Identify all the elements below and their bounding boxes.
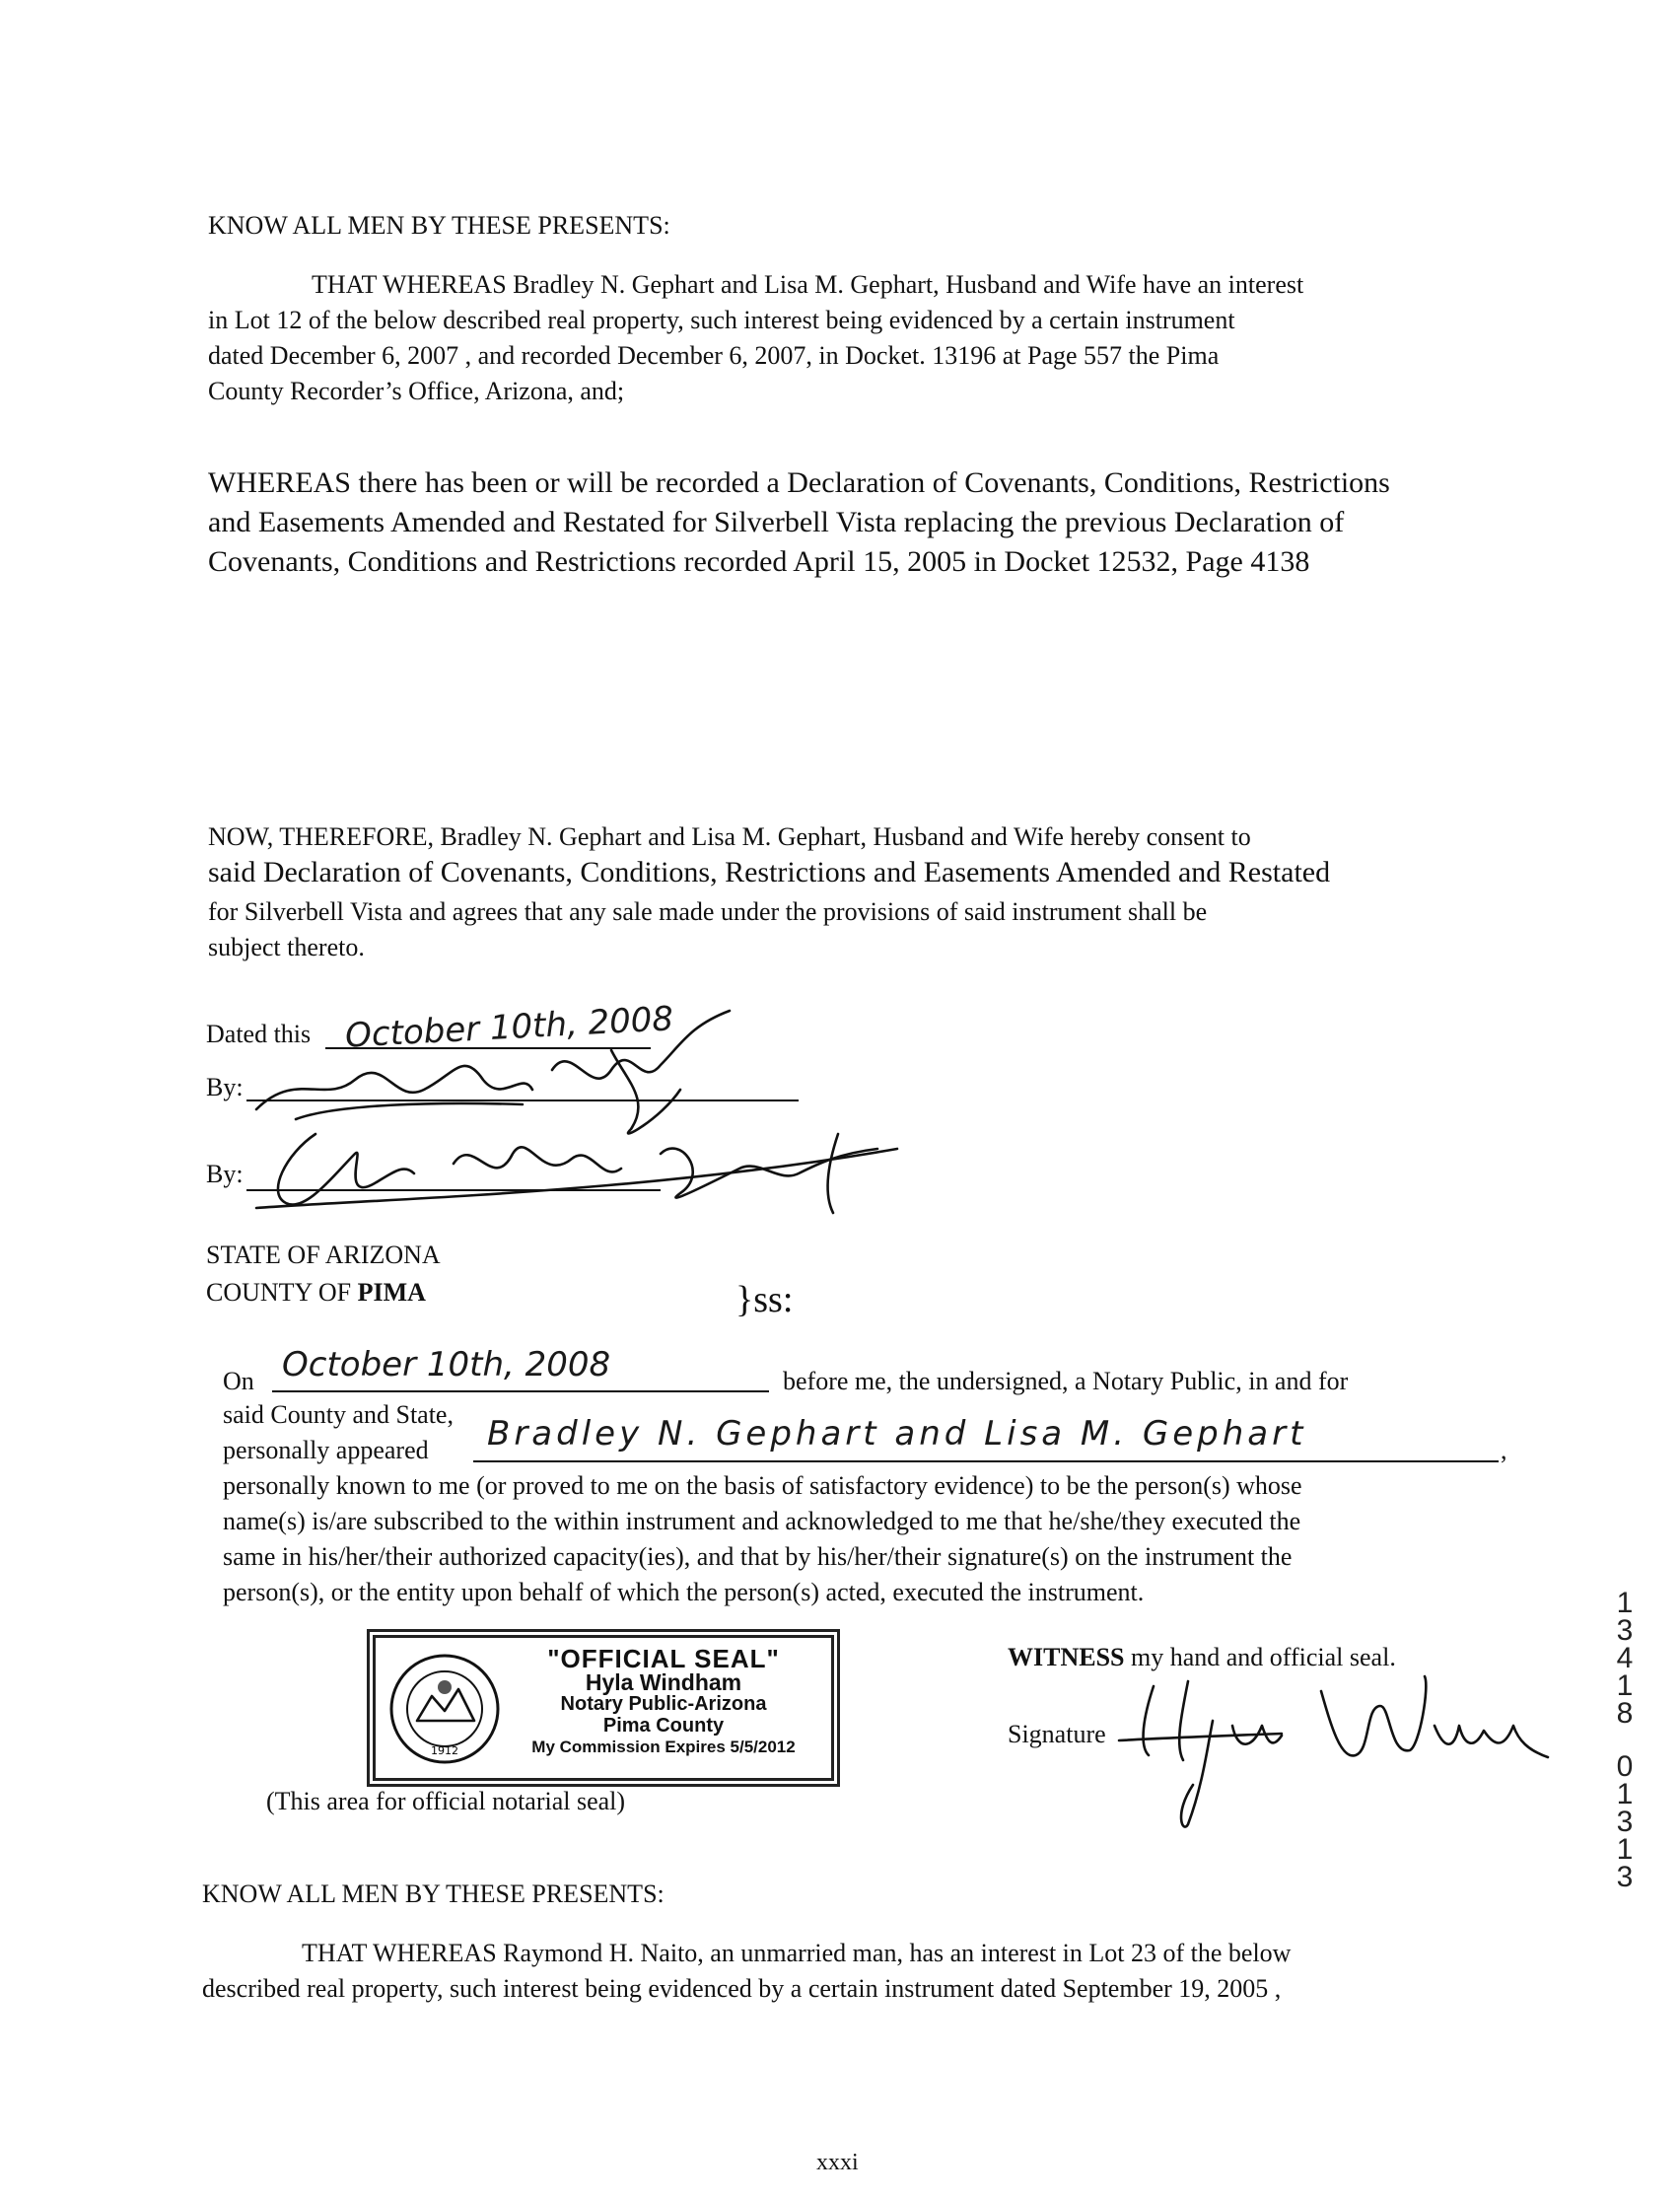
- now-line-3: for Silverbell Vista and agrees that any sale made under the provisions of said instrument shall be: [208, 897, 1208, 926]
- section2-heading: KNOW ALL MEN BY THESE PRESENTS:: [202, 1880, 665, 1908]
- margin-digit: 8: [1616, 1697, 1634, 1730]
- margin-digit: 3: [1616, 1861, 1634, 1893]
- seal-county: Pima County: [602, 1715, 725, 1737]
- whereas1-line-2: in Lot 12 of the below described real property, such interest being evidenced by a certain instrument: [208, 306, 1235, 334]
- notary-body-line-3: same in his/her/their authorized capacity(ies), and that by his/her/their signature(s) on the instrument the: [223, 1542, 1293, 1571]
- witness-rest: my hand and official seal.: [1124, 1643, 1396, 1671]
- page-number: xxxi: [816, 2150, 859, 2175]
- ss-marker: }ss:: [735, 1279, 794, 1320]
- whereas1-line-3: dated December 6, 2007 , and recorded December 6, 2007, in Docket. 13196 at Page 557 the Pima: [208, 341, 1220, 370]
- witness-bold: WITNESS: [1008, 1643, 1125, 1671]
- margin-record-number: [1605, 1587, 1645, 1893]
- county-prefix: COUNTY OF: [206, 1278, 358, 1307]
- dated-label: Dated this: [206, 1020, 312, 1048]
- on-date-underline: [272, 1390, 769, 1392]
- seal-year: 1912: [431, 1744, 458, 1757]
- margin-digit: 3: [1616, 1806, 1634, 1838]
- now-line-4: subject thereto.: [208, 933, 365, 961]
- appeared-names-handwritten: Bradley N. Gephart and Lisa M. Gephart: [487, 1414, 1307, 1454]
- section2-whereas-line-1: THAT WHEREAS Raymond H. Naito, an unmarried man, has an interest in Lot 23 of the below: [302, 1939, 1292, 1967]
- said-line: said County and State,: [223, 1400, 454, 1429]
- seal-name: Hyla Windham: [585, 1669, 742, 1695]
- notary-body-line-4: person(s), or the entity upon behalf of which the person(s) acted, executed the instrument.: [223, 1578, 1145, 1606]
- margin-digit: 1: [1616, 1669, 1634, 1702]
- section1-heading: KNOW ALL MEN BY THESE PRESENTS:: [208, 211, 670, 240]
- county-line: [206, 1274, 426, 1311]
- notary-body-line-1: personally known to me (or proved to me on the basis of satisfactory evidence) to be the person(s) whose: [223, 1471, 1302, 1500]
- seal-role: Notary Public-Arizona: [560, 1693, 767, 1715]
- by-label-1: By:: [206, 1073, 244, 1101]
- appeared-end: ,: [1501, 1436, 1507, 1464]
- section2-whereas-line-2: described real property, such interest being evidenced by a certain instrument dated September 19, 2005 ,: [202, 1974, 1282, 2003]
- margin-digit: 1: [1616, 1587, 1634, 1619]
- now-line-2: said Declaration of Covenants, Conditions, Restrictions and Easements Amended and Restated: [208, 856, 1331, 888]
- whereas1-line-4: County Recorder’s Office, Arizona, and;: [208, 377, 625, 405]
- appeared-label: personally appeared: [223, 1436, 429, 1464]
- appeared-underline: [473, 1460, 1499, 1462]
- margin-digit: 1: [1616, 1778, 1634, 1810]
- before-text: before me, the undersigned, a Notary Public, in and for: [783, 1367, 1349, 1395]
- state-line: STATE OF ARIZONA: [206, 1241, 441, 1269]
- now-line-1: NOW, THEREFORE, Bradley N. Gephart and Lisa M. Gephart, Husband and Wife hereby consent to: [208, 822, 1251, 851]
- on-date-handwritten: October 10th, 2008: [282, 1345, 611, 1384]
- on-label: On: [223, 1367, 254, 1395]
- margin-digit: 3: [1616, 1614, 1634, 1647]
- by-label-2: By:: [206, 1160, 244, 1188]
- county-name: PIMA: [357, 1278, 426, 1307]
- seal-expires: My Commission Expires 5/5/2012: [531, 1738, 796, 1756]
- whereas2-line-3: Covenants, Conditions and Restrictions recorded April 15, 2005 in Docket 12532, Page 4138: [208, 545, 1310, 578]
- notary-body-line-2: name(s) is/are subscribed to the within instrument and acknowledged to me that he/she/they executed the: [223, 1507, 1301, 1535]
- signature-label: Signature: [1008, 1720, 1106, 1748]
- arizona-state-seal-icon: [387, 1652, 502, 1766]
- official-seal-stamp: [367, 1629, 840, 1787]
- margin-digit: 1: [1616, 1833, 1634, 1866]
- dated-handwritten: October 10th, 2008: [344, 999, 674, 1056]
- whereas2-line-1: WHEREAS there has been or will be recorded a Declaration of Covenants, Conditions, Restrictions: [208, 466, 1390, 499]
- seal-area-caption: (This area for official notarial seal): [266, 1787, 626, 1815]
- margin-digit: 4: [1616, 1642, 1634, 1674]
- whereas2-line-2: and Easements Amended and Restated for Silverbell Vista replacing the previous Declaration of: [208, 506, 1345, 538]
- signature-lisa: [246, 1114, 917, 1223]
- whereas1-line-1: THAT WHEREAS Bradley N. Gephart and Lisa M. Gephart, Husband and Wife have an interest: [312, 270, 1304, 299]
- signature-notary: [1114, 1667, 1548, 1834]
- seal-title: "OFFICIAL SEAL": [547, 1644, 780, 1673]
- margin-digit: 0: [1616, 1750, 1634, 1783]
